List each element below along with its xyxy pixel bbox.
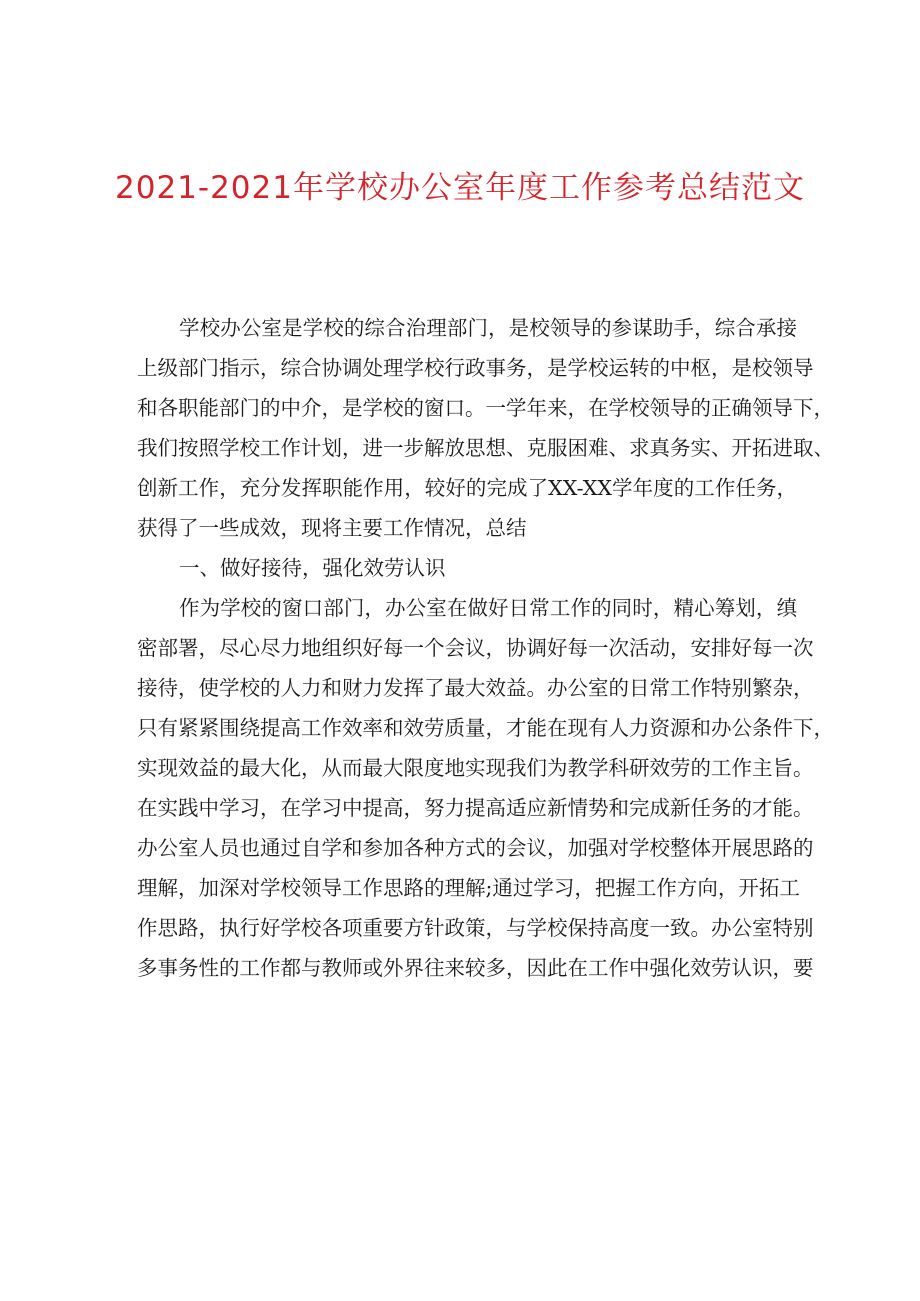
paragraph-line: 只有紧紧围绕提高工作效率和效劳质量，才能在现有人力资源和办公条件下， (137, 716, 834, 740)
paragraph-line: 创新工作，充分发挥职能作用，较好的完成了XX-XX学年度的工作任务， (137, 476, 797, 500)
paragraph-line: 多事务性的工作都与教师或外界往来较多，因此在工作中强化效劳认识，要 (137, 956, 814, 980)
paragraph-reception (137, 588, 834, 988)
paragraph-intro (137, 308, 834, 548)
paragraph-line: 实现效益的最大化，从而最大限度地实现我们为教学科研效劳的工作主旨。 (137, 756, 814, 780)
paragraph-line: 在实践中学习，在学习中提高，努力提高适应新情势和完成新任务的才能。 (137, 796, 814, 820)
paragraph-line: 作为学校的窗口部门，办公室在做好日常工作的同时，精心筹划，缜 (179, 596, 797, 620)
paragraph-line: 和各职能部门的中介，是学校的窗口。一学年来，在学校领导的正确领导下， (137, 396, 834, 420)
paragraph-line: 理解，加深对学校领导工作思路的理解;通过学习，把握工作方向，开拓工 (137, 876, 800, 900)
paragraph-line: 学校办公室是学校的综合治理部门，是校领导的参谋助手，综合承接 (179, 316, 797, 340)
paragraph-line: 我们按照学校工作计划，进一步解放思想、克服困难、求真务实、开拓进取、 (137, 436, 834, 460)
paragraph-line: 办公室人员也通过自学和参加各种方式的会议，加强对学校整体开展思路的 (137, 836, 814, 860)
paragraph-line: 接待，使学校的人力和财力发挥了最大效益。办公室的日常工作特别繁杂， (137, 676, 814, 700)
paragraph-line: 上级部门指示，综合协调处理学校行政事务，是学校运转的中枢，是校领导 (137, 356, 814, 380)
document-body (137, 308, 834, 988)
document-title: 2021-2021年学校办公室年度工作参考总结范文 (115, 170, 805, 206)
paragraph-line: 密部署，尽心尽力地组织好每一个会议，协调好每一次活动，安排好每一次 (137, 636, 814, 660)
paragraph-line: 作思路，执行好学校各项重要方针政策，与学校保持高度一致。办公室特别 (137, 916, 814, 940)
paragraph-line: 获得了一些成效，现将主要工作情况，总结 (137, 516, 527, 540)
section-heading: 一、做好接待，强化效劳认识 (179, 556, 446, 580)
